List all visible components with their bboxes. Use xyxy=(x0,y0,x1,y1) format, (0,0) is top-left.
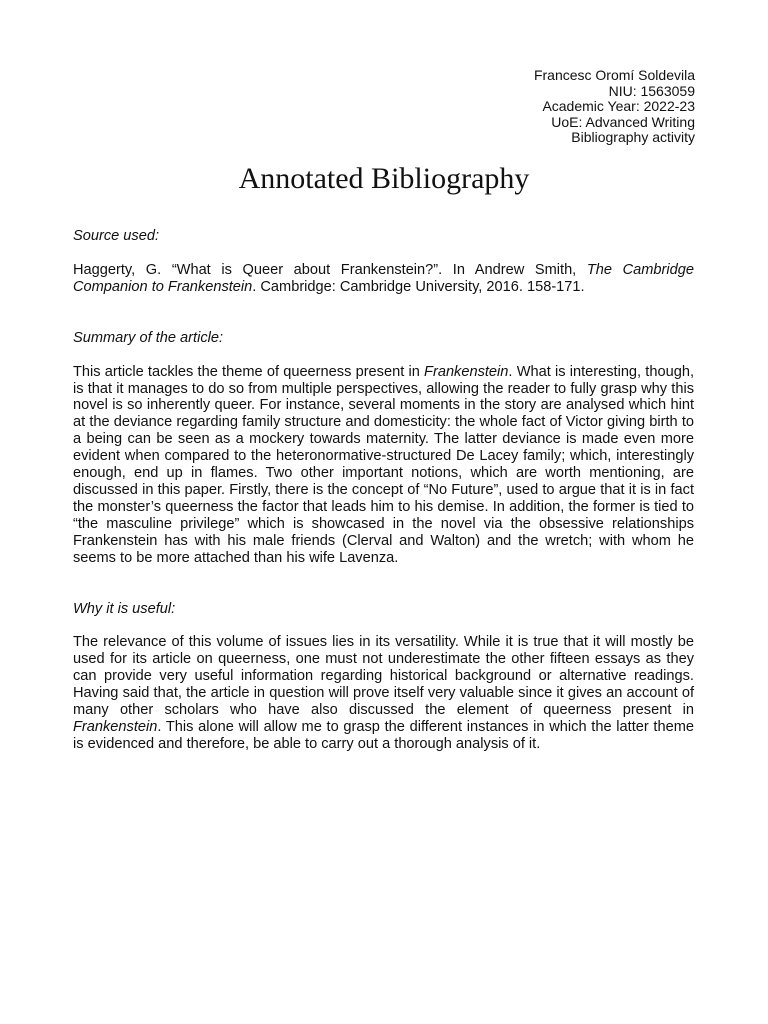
usefulness-italic-title: Frankenstein xyxy=(73,718,158,735)
source-label: Source used: xyxy=(73,228,159,244)
summary-label: Summary of the article: xyxy=(73,329,224,346)
usefulness-text-end: . This alone will allow me to grasp the different instances in which the latter theme is evidenced and therefore, be able to carry out a thorough analysis of it. xyxy=(73,718,694,752)
usefulness-text-start: The relevance of this volume of issues lies in its versatility. While it is true that it will mostly be used for its article on queerness, one must not underestimate the other fifteen essays as they can provide very useful information regarding historical background or alternative readings. Having said that, the article in question will prove itself very valuable since it gives an account of many other scholars who have also discussed the element of queerness present in xyxy=(73,634,694,719)
citation-book-title: The Cambridge Companion to Frankenstein xyxy=(73,261,694,295)
summary-paragraph xyxy=(73,364,694,567)
author-info-block xyxy=(534,68,695,146)
document-body xyxy=(73,228,694,753)
summary-text-start: This article tackles the theme of queerness present in xyxy=(73,363,425,380)
source-citation xyxy=(73,262,694,296)
citation-text-end: . Cambridge: Cambridge University, 2016. 158-171. xyxy=(252,278,585,295)
student-niu: NIU: 1563059 xyxy=(608,82,695,99)
activity-name: Bibliography activity xyxy=(571,129,695,146)
summary-italic-title: Frankenstein xyxy=(424,363,509,380)
document-title: Annotated Bibliography xyxy=(238,162,530,195)
course-unit: UoE: Advanced Writing xyxy=(551,113,695,130)
citation-text-start: Haggerty, G. “What is Queer about Frankenstein?”. In Andrew Smith, xyxy=(73,261,587,278)
academic-year: Academic Year: 2022-23 xyxy=(542,98,695,115)
summary-text-end: . What is interesting, though, is that it manages to do so from multiple perspectives, allowing the reader to fully grasp why this novel is so inherently queer. For instance, several moments in the story are analysed which hint at the deviance regarding family structure and domesticity: the whole fact of Victor giving birth to a being can be seen as a mockery towards maternity. The latter deviance is made even more evident when compared to the heteronormative-structured De Lacey family; which, interestingly enough, end up in flames. Two other important notions, which are worth mentioning, are discussed in this paper. Firstly, there is the concept of “No Future”, used to argue that it is in fact the monster’s queerness the factor that leads him to his demise. In addition, the former is tied to “the masculine privilege” which is showcased in the novel via the obsessive relationships Frankenstein has with his male friends (Clerval and Walton) and the wretch; with whom he seems to be more attached than his wife Lavenza. xyxy=(73,363,695,566)
usefulness-label: Why it is useful: xyxy=(73,600,176,617)
usefulness-paragraph xyxy=(73,634,694,752)
author-name: Francesc Oromí Soldevila xyxy=(533,67,695,83)
